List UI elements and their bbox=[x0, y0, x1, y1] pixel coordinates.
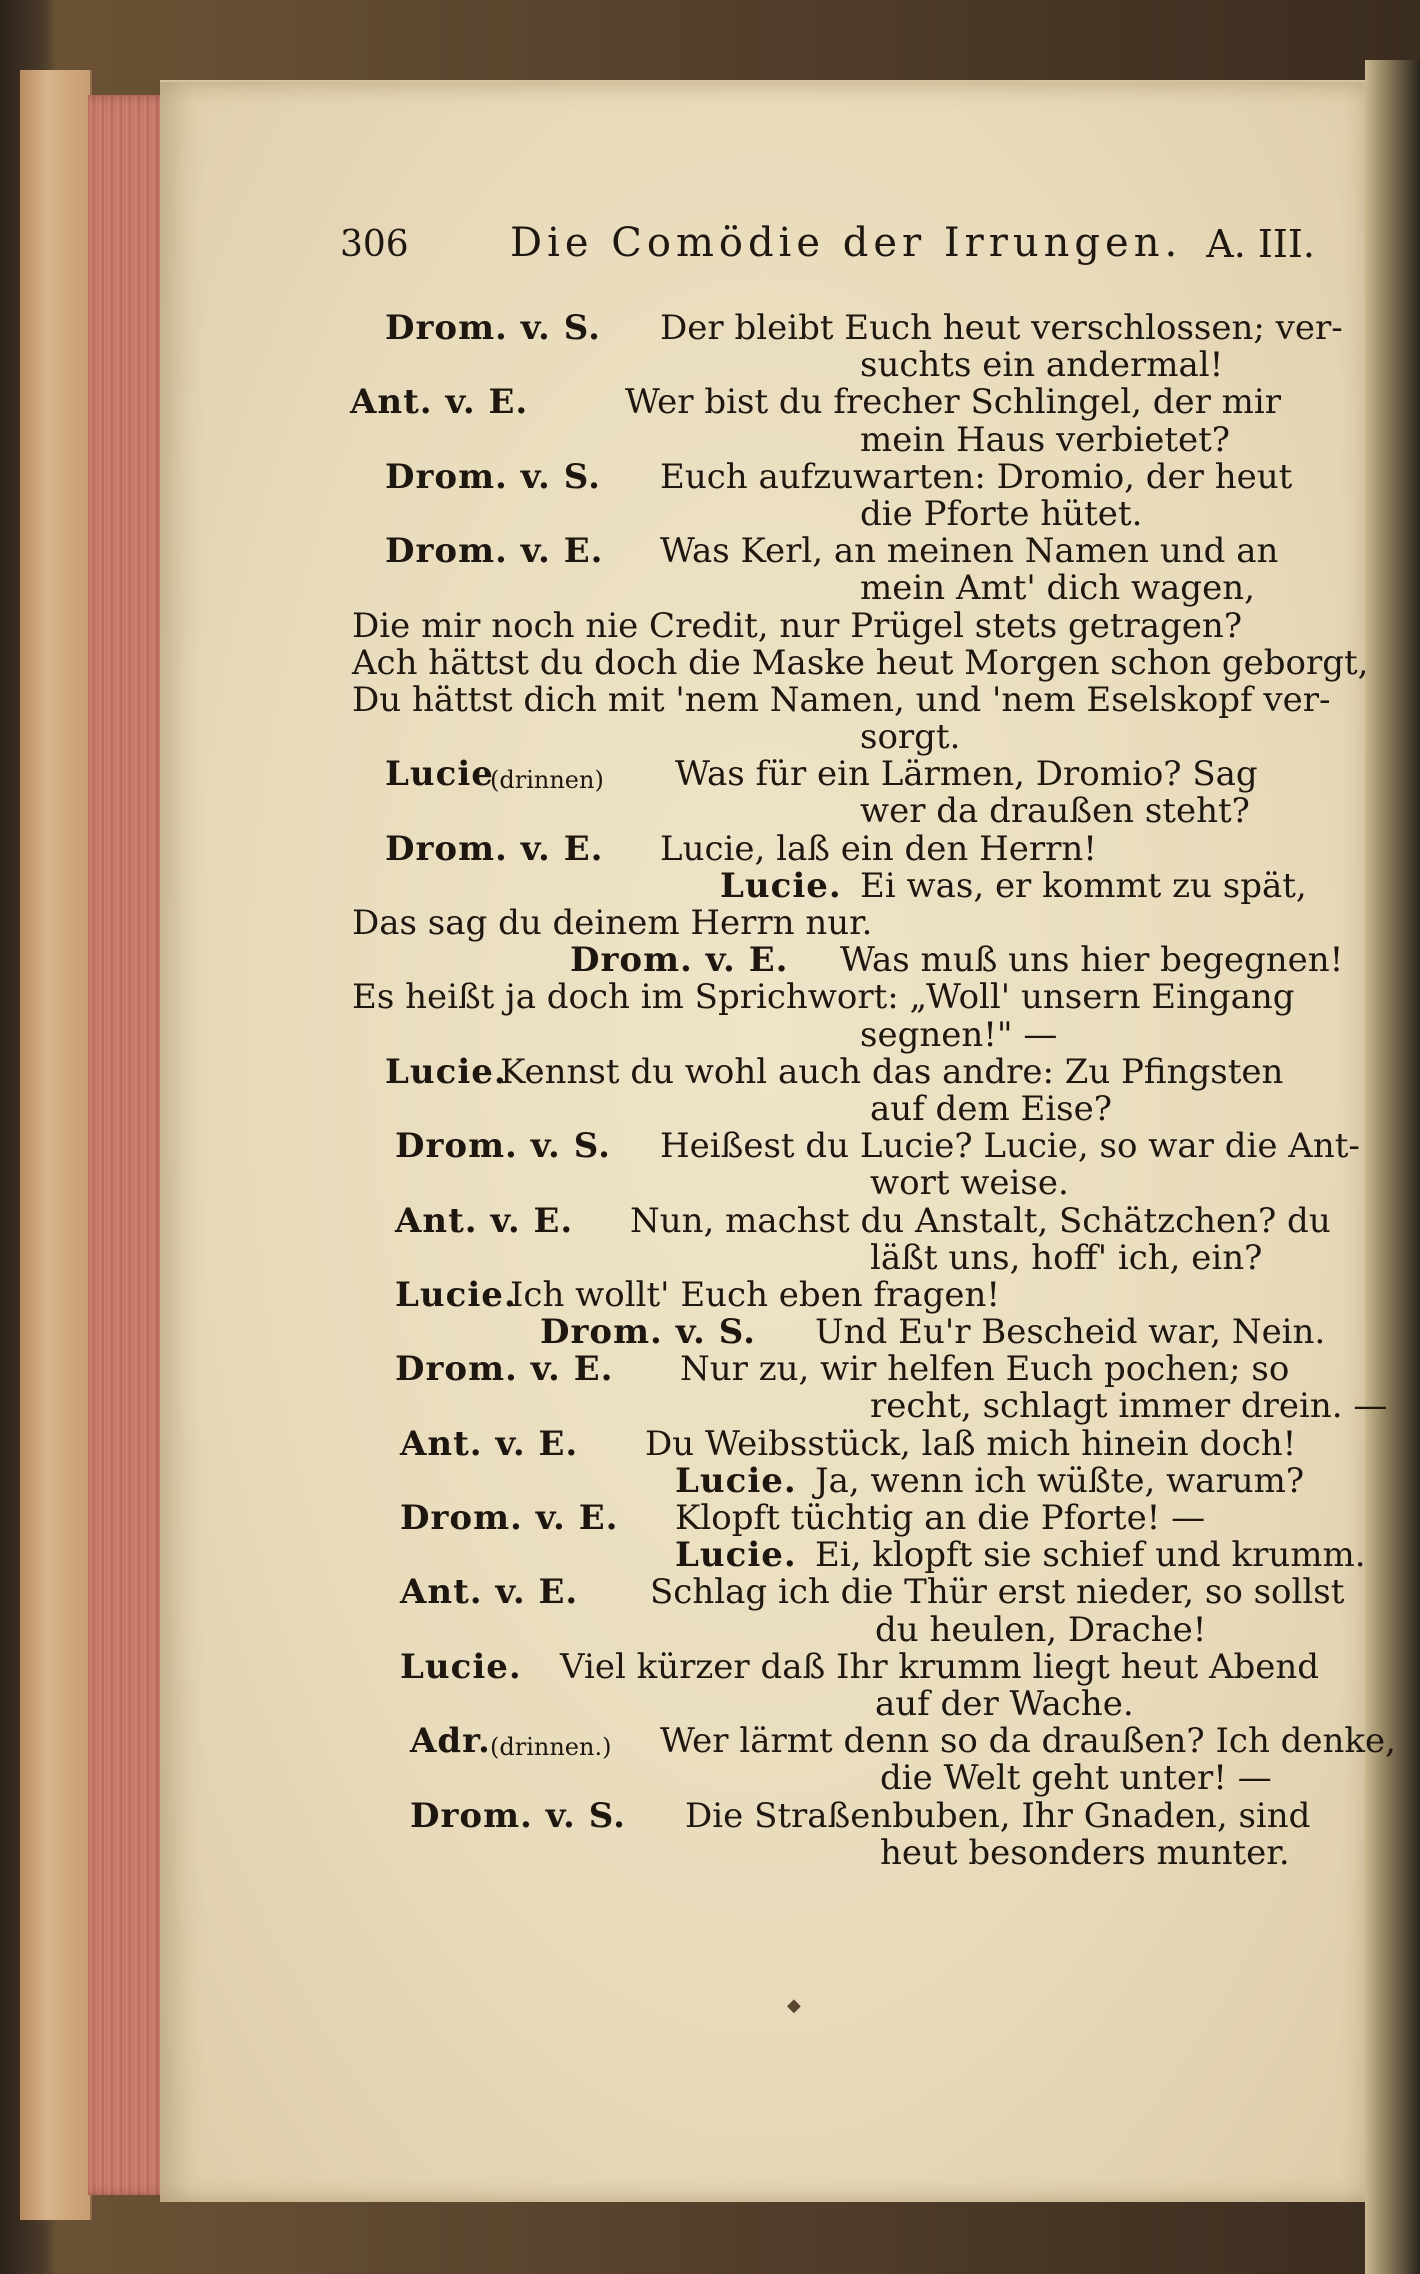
line-text: Heißest du Lucie? Lucie, so war die Ant- bbox=[660, 1126, 1360, 1167]
line-text: Die mir noch nie Credit, nur Prügel stets getragen? bbox=[352, 605, 1243, 646]
speaker-name: Drom. v. E. bbox=[385, 531, 604, 572]
text-line bbox=[340, 1609, 1315, 1650]
speaker-name: Lucie. bbox=[395, 1274, 517, 1315]
text-line bbox=[340, 1014, 1315, 1055]
text-line bbox=[340, 1386, 1388, 1427]
speaker-name: Lucie. bbox=[720, 865, 842, 906]
text-line bbox=[340, 828, 1315, 869]
line-text: Ei was, er kommt zu spät, bbox=[860, 865, 1307, 906]
text-line bbox=[340, 1423, 1315, 1464]
text-line bbox=[340, 384, 1315, 421]
line-text: Was für ein Lärmen, Dromio? Sag bbox=[675, 754, 1258, 795]
line-text: du heulen, Drache! bbox=[875, 1609, 1207, 1650]
text-line bbox=[340, 865, 1315, 906]
line-text: Wer lärmt denn so da draußen? Ich denke, bbox=[660, 1721, 1396, 1762]
text-line bbox=[340, 1165, 1315, 1202]
text-line bbox=[340, 1312, 1326, 1353]
text-line bbox=[340, 456, 1315, 497]
speaker-name: Drom. v. E. bbox=[400, 1498, 619, 1538]
text-line bbox=[340, 1721, 1396, 1762]
line-text: auf der Wache. bbox=[875, 1683, 1134, 1724]
act-marker: A. III. bbox=[1206, 222, 1315, 266]
line-text: Die Straßenbuben, Ihr Gnaden, sind bbox=[685, 1795, 1311, 1836]
line-text: Ei, klopft sie schief und krumm. bbox=[815, 1535, 1366, 1576]
page-number: 306 bbox=[340, 224, 409, 265]
line-text: Ja, wenn ich wüßte, warum? bbox=[815, 1460, 1305, 1501]
line-text: Es heißt ja doch im Sprichwort: „Woll' unsern Eingang bbox=[352, 977, 1295, 1018]
text-line bbox=[340, 1237, 1315, 1278]
text-line bbox=[340, 719, 1315, 756]
speaker-name: Lucie. bbox=[675, 1460, 797, 1501]
line-text: segnen!" — bbox=[860, 1014, 1058, 1055]
line-text: heut besonders munter. bbox=[880, 1832, 1290, 1873]
text-line bbox=[340, 1535, 1366, 1576]
text-line bbox=[340, 642, 1369, 683]
speaker-name: Adr. bbox=[410, 1721, 491, 1762]
text-line bbox=[340, 1760, 1315, 1797]
page-block-edge bbox=[88, 95, 170, 2195]
text-line bbox=[340, 793, 1315, 830]
text-line bbox=[340, 1832, 1315, 1873]
dialogue-text bbox=[340, 308, 1396, 1873]
text-line bbox=[340, 940, 1344, 981]
speaker-name: Drom. v. S. bbox=[385, 308, 601, 348]
line-text: wort weise. bbox=[870, 1163, 1069, 1204]
speaker-name: Lucie. bbox=[400, 1646, 522, 1687]
line-text: mein Haus verbietet? bbox=[860, 419, 1231, 460]
text-line bbox=[340, 1051, 1315, 1092]
text-line bbox=[340, 570, 1315, 607]
line-text: läßt uns, hoff' ich, ein? bbox=[870, 1237, 1263, 1278]
text-line bbox=[340, 1795, 1315, 1836]
line-text: Nun, machst du Anstalt, Schätzchen? du bbox=[630, 1200, 1331, 1241]
line-text: Lucie, laß ein den Herrn! bbox=[660, 828, 1097, 869]
line-text: Klopft tüchtig an die Pforte! — bbox=[675, 1498, 1206, 1538]
line-text: Was muß uns hier begegnen! bbox=[840, 940, 1344, 981]
speaker-name: Ant. v. E. bbox=[400, 1572, 579, 1613]
text-line bbox=[340, 1500, 1315, 1537]
line-text: Nur zu, wir helfen Euch pochen; so bbox=[680, 1349, 1290, 1390]
speaker-name: Lucie. bbox=[675, 1535, 797, 1576]
text-line bbox=[340, 1460, 1315, 1501]
text-line bbox=[340, 493, 1315, 534]
stage-direction: (drinnen.) bbox=[490, 1733, 612, 1762]
speaker-name: Drom. v. S. bbox=[395, 1126, 611, 1167]
line-text: Viel kürzer daß Ihr krumm liegt heut Abend bbox=[560, 1646, 1320, 1687]
speaker-name: Drom. v. E. bbox=[385, 828, 604, 869]
speaker-name: Drom. v. S. bbox=[385, 456, 601, 497]
line-text: auf dem Eise? bbox=[870, 1088, 1112, 1129]
line-text: Ach hättst du doch die Maske heut Morgen schon geborgt, bbox=[352, 642, 1369, 683]
text-line bbox=[340, 1351, 1315, 1388]
previous-page-edge bbox=[20, 70, 92, 2220]
text-line bbox=[340, 979, 1315, 1016]
text-line bbox=[340, 533, 1315, 570]
text-line bbox=[340, 1646, 1320, 1687]
text-line bbox=[340, 905, 1315, 942]
text-line bbox=[340, 1274, 1315, 1315]
text-line bbox=[340, 605, 1315, 646]
ornament-dot-icon: ◆ bbox=[787, 1995, 801, 2016]
line-text: die Pforte hütet. bbox=[860, 493, 1143, 534]
line-text: recht, schlagt immer drein. — bbox=[870, 1386, 1388, 1427]
line-text: sorgt. bbox=[860, 717, 961, 758]
speaker-name: Ant. v. E. bbox=[400, 1423, 579, 1464]
running-header bbox=[340, 220, 1315, 280]
text-line bbox=[340, 1683, 1315, 1724]
speaker-name: Ant. v. E. bbox=[395, 1200, 574, 1241]
text-line bbox=[340, 1572, 1345, 1613]
text-line bbox=[340, 1126, 1360, 1167]
text-line bbox=[340, 679, 1331, 720]
line-text: Wer bist du frecher Schlingel, der mir bbox=[625, 382, 1282, 423]
text-line bbox=[340, 419, 1315, 460]
line-text: Du hättst dich mit 'nem Namen, und 'nem Eselskopf ver- bbox=[352, 679, 1331, 720]
next-page-edge bbox=[1365, 60, 1420, 2274]
line-text: mein Amt' dich wagen, bbox=[860, 568, 1255, 609]
text-line bbox=[340, 347, 1315, 384]
speaker-name: Drom. v. S. bbox=[410, 1795, 626, 1836]
text-line bbox=[340, 756, 1315, 793]
text-line bbox=[340, 1200, 1331, 1241]
speaker-name: Ant. v. E. bbox=[350, 382, 529, 423]
speaker-name: Lucie bbox=[385, 754, 494, 795]
line-text: suchts ein andermal! bbox=[860, 345, 1224, 386]
line-text: Ich wollt' Euch eben fragen! bbox=[510, 1274, 1001, 1315]
speaker-name: Drom. v. E. bbox=[570, 940, 789, 981]
line-text: Was Kerl, an meinen Namen und an bbox=[660, 531, 1279, 572]
line-text: Du Weibsstück, laß mich hinein doch! bbox=[645, 1423, 1297, 1464]
text-line bbox=[340, 1088, 1315, 1129]
line-text: Euch aufzuwarten: Dromio, der heut bbox=[660, 456, 1293, 497]
line-text: Das sag du deinem Herrn nur. bbox=[352, 903, 873, 943]
line-text: die Welt geht unter! — bbox=[880, 1758, 1272, 1799]
speaker-name: Drom. v. S. bbox=[540, 1312, 756, 1353]
stage-direction: (drinnen) bbox=[490, 766, 604, 795]
line-text: wer da draußen steht? bbox=[860, 791, 1250, 832]
line-text: Der bleibt Euch heut verschlossen; ver- bbox=[660, 308, 1343, 348]
text-line bbox=[340, 308, 1343, 348]
line-text: Kennst du wohl auch das andre: Zu Pfingsten bbox=[500, 1051, 1284, 1092]
running-title: Die Comödie der Irrungen. bbox=[510, 220, 1183, 266]
line-text: Und Eu'r Bescheid war, Nein. bbox=[815, 1312, 1326, 1353]
speaker-name: Lucie. bbox=[385, 1051, 507, 1092]
speaker-name: Drom. v. E. bbox=[395, 1349, 614, 1390]
line-text: Schlag ich die Thür erst nieder, so sollst bbox=[650, 1572, 1345, 1613]
